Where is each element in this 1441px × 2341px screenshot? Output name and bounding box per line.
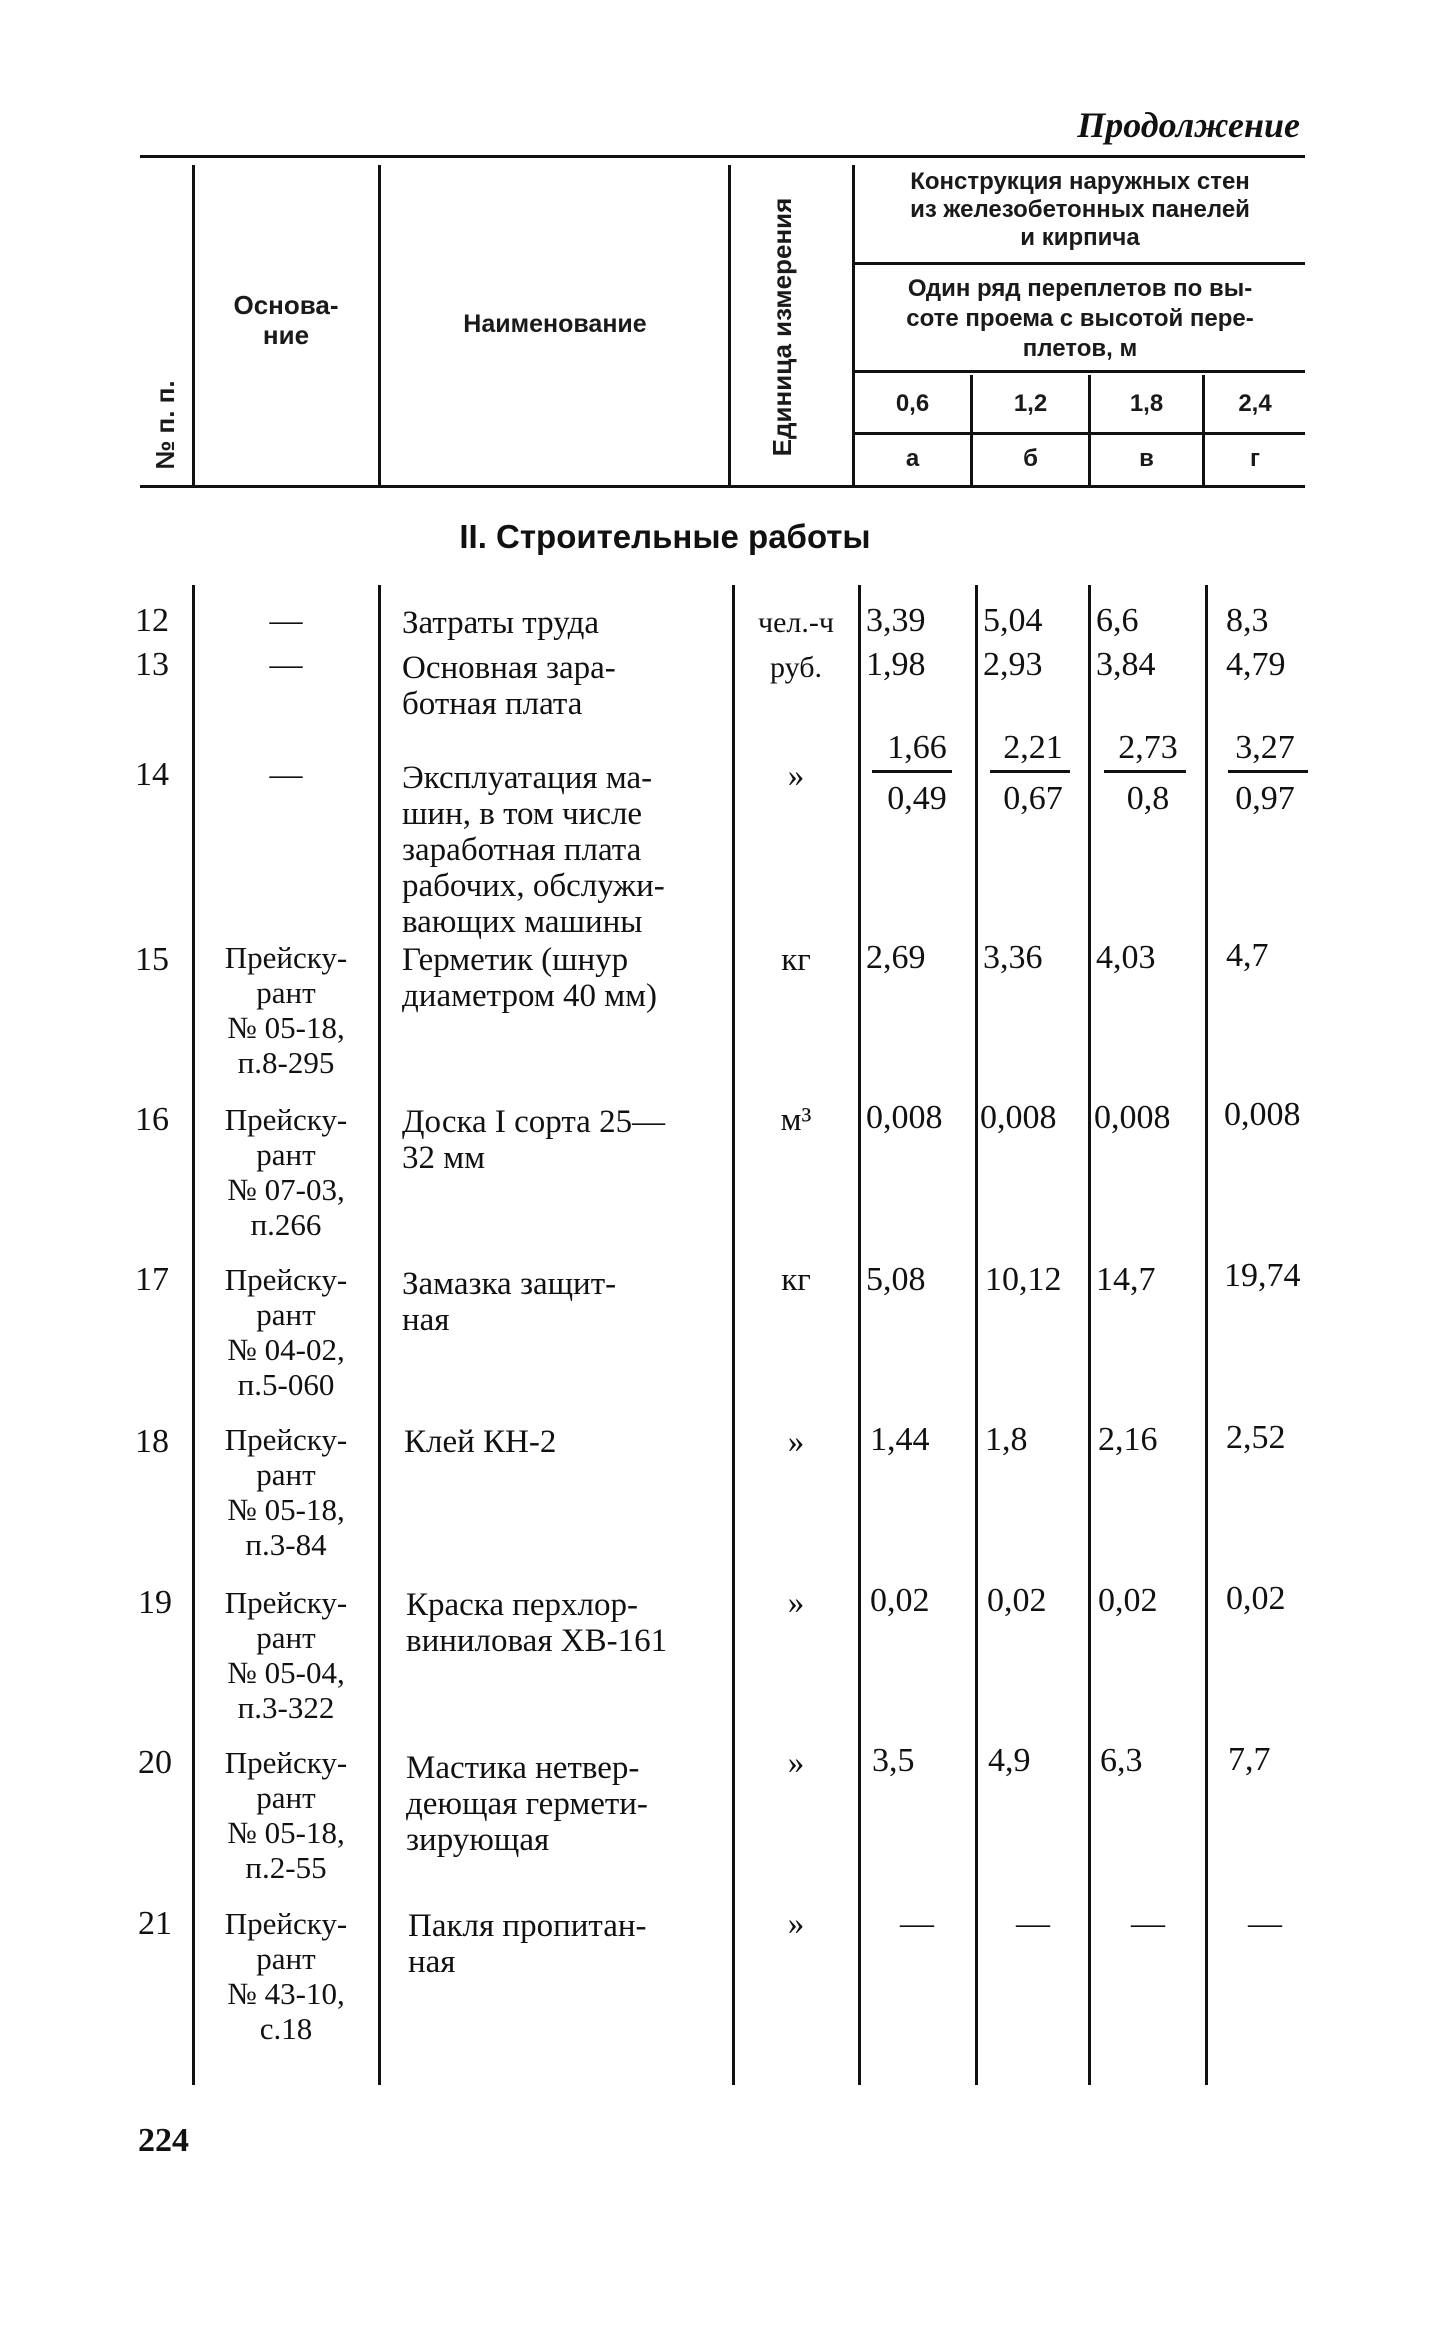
letter-a: а <box>905 445 920 472</box>
body-divider-6 <box>1088 585 1091 2085</box>
header-name: Наименование <box>463 310 647 338</box>
row-14-sub-value-b: 0,67 <box>1003 780 1063 817</box>
row-21-value-g: — <box>1248 1905 1282 1942</box>
row-20-value-b: 4,9 <box>988 1742 1031 1779</box>
row-13-unit: руб. <box>770 651 822 684</box>
row-14-number: 14 <box>135 756 169 793</box>
row-12-value-v: 6,6 <box>1096 602 1139 639</box>
letter-b: б <box>1023 445 1038 472</box>
row-15-value-g: 4,7 <box>1226 937 1269 974</box>
row-19-value-v: 0,02 <box>1098 1582 1158 1619</box>
row-14-fraction-line-a <box>872 770 952 773</box>
row-18-name: Клей КН-2 <box>404 1424 557 1460</box>
height-1.8: 1,8 <box>1129 390 1164 417</box>
header-group-title: Конструкция наружных стен из железобетонных панелей и кирпича <box>910 168 1250 251</box>
row-12-value-a: 3,39 <box>866 602 926 639</box>
subtitle-rule <box>852 370 1305 373</box>
height-0.6: 0,6 <box>895 390 930 417</box>
row-18-value-v: 2,16 <box>1098 1421 1158 1458</box>
row-13-number: 13 <box>135 646 169 683</box>
row-14-unit: » <box>787 758 805 794</box>
row-17-name: Замазка защит- ная <box>402 1266 617 1338</box>
header-number: № п. п. <box>150 380 180 470</box>
row-14-fraction-line-g <box>1228 770 1308 773</box>
letter-v: в <box>1139 445 1154 472</box>
row-20-value-a: 3,5 <box>872 1742 915 1779</box>
row-16-value-g: 0,008 <box>1224 1096 1301 1133</box>
row-20-basis: Прейску- рант № 05-18, п.2-55 <box>224 1745 348 1885</box>
body-divider-5 <box>975 585 978 2085</box>
row-20-unit: » <box>787 1745 805 1781</box>
row-17-value-a: 5,08 <box>866 1261 926 1298</box>
row-14-sub-value-a: 0,49 <box>887 780 947 817</box>
row-20-name: Мастика нетвер- деющая гермети- зирующая <box>406 1750 648 1858</box>
row-14-sub-value-g: 0,97 <box>1235 780 1295 817</box>
row-15-value-a: 2,69 <box>866 939 926 976</box>
body-divider-2 <box>378 585 381 2085</box>
row-12-unit: чел.-ч <box>758 606 834 639</box>
row-20-number: 20 <box>138 1744 172 1781</box>
row-16-value-b: 0,008 <box>980 1099 1057 1136</box>
header-subtitle: Один ряд переплетов по вы- соте проема с высотой пере- плетов, м <box>906 275 1254 362</box>
row-18-basis: Прейску- рант № 05-18, п.3-84 <box>224 1422 348 1562</box>
group-rule <box>852 262 1305 265</box>
page-number: 224 <box>138 2122 189 2159</box>
row-19-value-b: 0,02 <box>987 1582 1047 1619</box>
header-top-rule <box>140 155 1305 158</box>
row-21-unit: » <box>787 1906 805 1942</box>
row-14-name: Эксплуатация ма- шин, в том числе заработная плата рабочих, обслужи- вающих машины <box>402 760 665 940</box>
row-13-value-g: 4,79 <box>1226 646 1286 683</box>
letter-g: г <box>1250 445 1260 472</box>
row-21-value-b: — <box>1016 1905 1050 1942</box>
row-14-fraction-line-b <box>990 770 1070 773</box>
row-19-number: 19 <box>138 1584 172 1621</box>
row-13-value-a: 1,98 <box>866 646 926 683</box>
row-14-value-v: 2,73 <box>1118 729 1178 766</box>
row-17-basis: Прейску- рант № 04-02, п.5-060 <box>224 1262 348 1402</box>
row-12-basis: — <box>269 603 303 639</box>
heights-rule <box>852 432 1305 435</box>
row-17-value-b: 10,12 <box>985 1261 1062 1298</box>
row-19-unit: » <box>787 1585 805 1621</box>
row-14-value-a: 1,66 <box>887 729 947 766</box>
row-18-number: 18 <box>135 1423 169 1460</box>
row-20-value-v: 6,3 <box>1100 1742 1143 1779</box>
row-21-value-v: — <box>1131 1905 1165 1942</box>
row-21-name: Пакля пропитан- ная <box>408 1908 647 1980</box>
row-12-number: 12 <box>135 602 169 639</box>
row-12-name: Затраты труда <box>402 605 600 641</box>
row-15-name: Герметик (шнур диаметром 40 мм) <box>402 942 657 1014</box>
row-18-value-a: 1,44 <box>870 1421 930 1458</box>
row-15-number: 15 <box>135 941 169 978</box>
row-12-value-b: 5,04 <box>983 602 1043 639</box>
row-16-number: 16 <box>135 1101 169 1138</box>
section-title: II. Строительные работы <box>459 518 871 555</box>
body-divider-4 <box>858 585 861 2085</box>
row-14-sub-value-v: 0,8 <box>1126 780 1170 817</box>
header-divider-2 <box>378 165 381 485</box>
row-13-basis: — <box>269 647 303 683</box>
row-13-value-b: 2,93 <box>983 646 1043 683</box>
row-19-name: Краска перхлор- виниловая ХВ-161 <box>406 1587 668 1659</box>
row-12-value-g: 8,3 <box>1226 602 1269 639</box>
row-15-value-v: 4,03 <box>1096 939 1156 976</box>
header-basis: Основа- ние <box>233 290 339 350</box>
continuation-label: Продолжение <box>1077 105 1300 145</box>
row-14-fraction-line-v <box>1104 770 1186 773</box>
row-21-basis: Прейску- рант № 43-10, с.18 <box>224 1906 348 2046</box>
row-17-value-g: 19,74 <box>1224 1257 1301 1294</box>
row-18-unit: » <box>787 1424 805 1460</box>
header-bottom-rule <box>140 485 1305 488</box>
row-13-value-v: 3,84 <box>1096 646 1156 683</box>
row-15-unit: кг <box>781 942 811 978</box>
row-14-value-b: 2,21 <box>1003 729 1063 766</box>
body-divider-3 <box>732 585 735 2085</box>
height-2.4: 2,4 <box>1238 390 1272 417</box>
row-18-value-g: 2,52 <box>1226 1419 1286 1456</box>
row-16-value-a: 0,008 <box>866 1099 943 1136</box>
row-13-name: Основная зара- ботная плата <box>402 650 616 722</box>
body-divider-7 <box>1205 585 1208 2085</box>
row-17-unit: кг <box>781 1262 811 1298</box>
row-16-name: Доска I сорта 25— 32 мм <box>402 1104 666 1176</box>
header-divider-3 <box>728 165 731 485</box>
row-16-value-v: 0,008 <box>1094 1099 1171 1136</box>
row-15-basis: Прейску- рант № 05-18, п.8-295 <box>224 940 348 1080</box>
row-20-value-g: 7,7 <box>1228 1741 1271 1778</box>
row-16-basis: Прейску- рант № 07-03, п.266 <box>224 1102 348 1242</box>
row-19-value-g: 0,02 <box>1226 1580 1286 1617</box>
row-21-number: 21 <box>138 1905 172 1942</box>
row-18-value-b: 1,8 <box>985 1421 1028 1458</box>
row-15-value-b: 3,36 <box>983 939 1043 976</box>
row-19-value-a: 0,02 <box>870 1582 930 1619</box>
row-17-value-v: 14,7 <box>1096 1261 1156 1298</box>
body-divider-1 <box>192 585 195 2085</box>
row-16-unit: м³ <box>780 1102 812 1138</box>
row-17-number: 17 <box>135 1261 169 1298</box>
row-19-basis: Прейску- рант № 05-04, п.3-322 <box>224 1585 348 1725</box>
header-unit: Единица измерения <box>767 197 797 457</box>
row-21-value-a: — <box>900 1905 934 1942</box>
header-divider-1 <box>192 165 195 485</box>
row-14-basis: — <box>269 757 303 793</box>
height-1.2: 1,2 <box>1013 390 1048 417</box>
row-14-value-g: 3,27 <box>1235 729 1295 766</box>
